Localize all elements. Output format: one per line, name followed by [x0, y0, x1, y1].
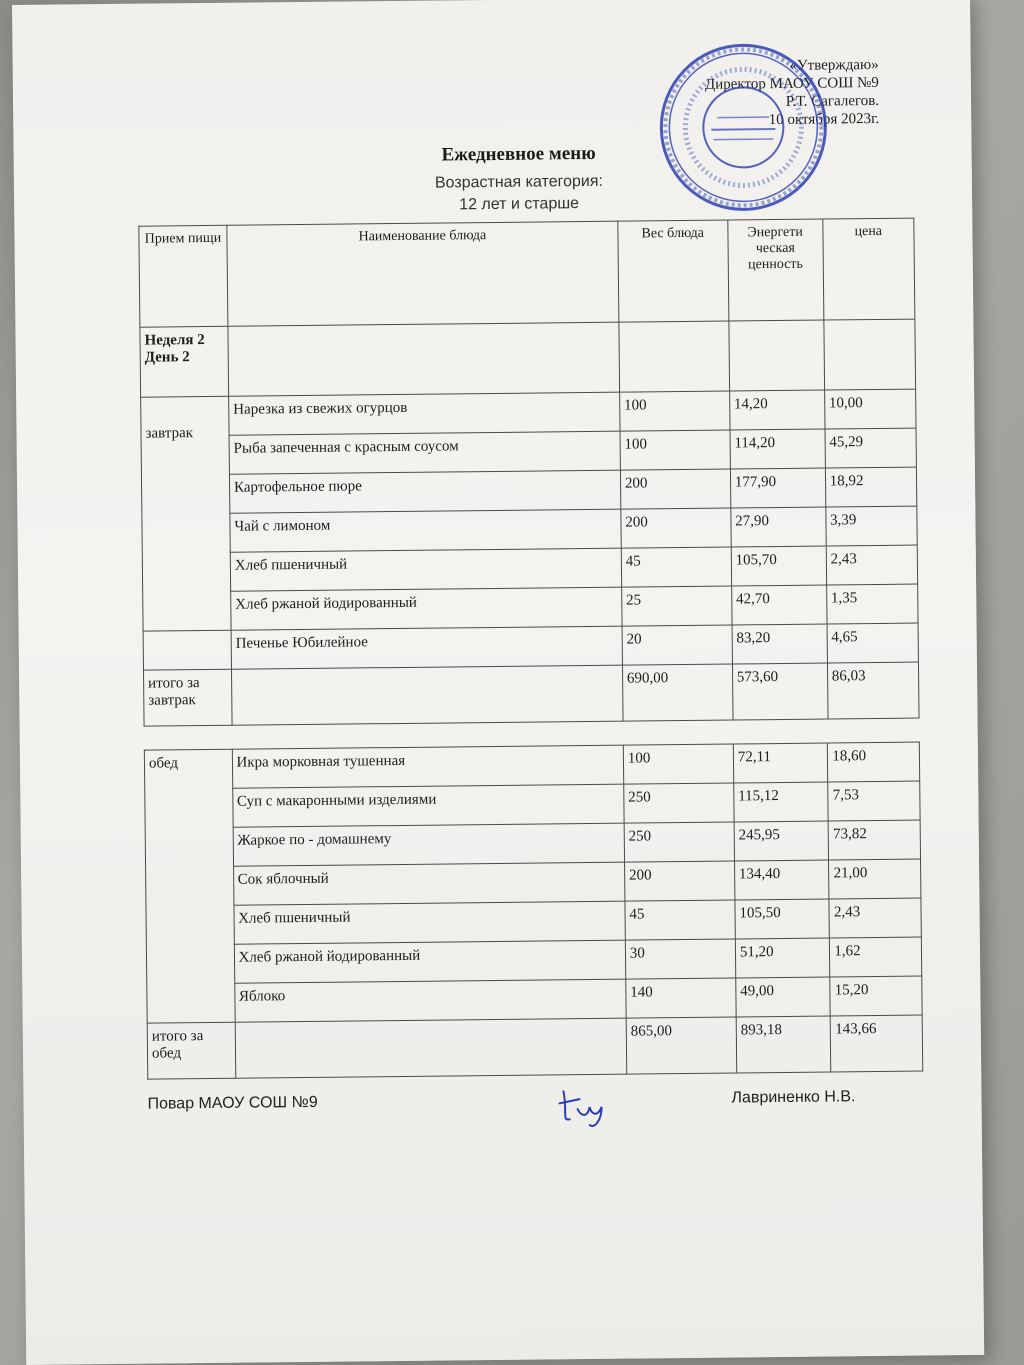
dish-energy: 51,20	[735, 938, 830, 978]
total-energy: 573,60	[732, 663, 828, 720]
lunch-total-row	[147, 1015, 923, 1079]
dish-energy: 27,90	[731, 507, 826, 547]
dish-name: Яблоко	[234, 979, 626, 1022]
dish-weight: 100	[623, 744, 733, 784]
age-category	[14, 166, 1024, 221]
header-price: цена	[822, 218, 914, 320]
dish-energy: 105,50	[735, 899, 830, 939]
meal-label: обед	[144, 749, 234, 1023]
footer-cook: Повар МАОУ СОШ №9	[147, 1093, 318, 1113]
header-meal: Прием пищи	[139, 225, 228, 327]
dish-energy: 14,20	[729, 390, 824, 430]
dish-price: 10,00	[824, 389, 916, 429]
dish-name: Хлеб ржаной йодированный	[231, 587, 622, 630]
total-weight: 690,00	[622, 664, 732, 721]
dish-weight: 20	[622, 625, 732, 665]
dish-energy: 49,00	[736, 977, 831, 1017]
approval-line-2: Директор МАОУ СОШ №9	[704, 74, 879, 93]
breakfast-total-row	[143, 662, 919, 726]
dish-price: 2,43	[829, 898, 921, 938]
page-title: Ежедневное меню	[441, 142, 596, 166]
dish-name: Жаркое по - домашнему	[233, 823, 625, 866]
header-weight: Вес блюда	[618, 220, 729, 322]
dish-price: 21,00	[829, 859, 921, 899]
dish-weight: 100	[619, 391, 729, 431]
dish-weight: 200	[620, 469, 730, 509]
dish-energy: 83,20	[732, 624, 827, 664]
dish-price: 4,65	[827, 623, 919, 663]
dish-name: Икра морковная тушенная	[232, 745, 624, 788]
dish-energy: 134,40	[734, 860, 829, 900]
approval-line-3: Р.Т. Сагалегов.	[785, 92, 880, 110]
dish-energy: 42,70	[731, 585, 826, 625]
dish-name: Нарезка из свежих огурцов	[229, 392, 620, 435]
total-label: итого за обед	[147, 1022, 235, 1079]
total-price: 143,66	[831, 1015, 923, 1072]
dish-price: 18,60	[828, 742, 920, 782]
dish-price: 7,53	[828, 781, 920, 821]
dish-price: 45,29	[825, 428, 917, 468]
dish-price: 1,62	[830, 937, 922, 977]
total-energy: 893,18	[736, 1016, 831, 1073]
total-price: 86,03	[827, 662, 919, 719]
dish-weight: 200	[621, 508, 731, 548]
dish-name: Хлеб пшеничный	[230, 548, 621, 591]
dish-weight: 45	[625, 900, 735, 940]
dish-name: Хлеб ржаной йодированный	[234, 940, 626, 983]
dish-weight: 250	[624, 822, 734, 862]
dish-energy: 114,20	[730, 429, 825, 469]
approval-line-1: «Утверждаю»	[789, 56, 879, 74]
dish-name: Чай с лимоном	[230, 509, 621, 552]
dish-name: Рыба запеченная с красным соусом	[229, 431, 620, 474]
dish-energy: 115,12	[734, 782, 829, 822]
header-dish: Наименование блюда	[227, 221, 619, 326]
dish-energy: 177,90	[730, 468, 825, 508]
dish-price: 3,39	[825, 506, 917, 546]
dish-name: Печенье Юбилейное	[231, 626, 622, 669]
dish-price: 2,43	[826, 545, 918, 585]
dish-name: Картофельное пюре	[229, 470, 620, 513]
approval-line-4: 10 октября 2023г.	[768, 110, 880, 129]
dish-price: 73,82	[828, 820, 920, 860]
dish-price: 1,35	[826, 584, 918, 624]
dish-energy: 245,95	[734, 821, 829, 861]
dish-weight: 45	[621, 547, 731, 587]
dish-name: Суп с макаронными изделиями	[232, 784, 624, 827]
dish-weight: 100	[620, 430, 730, 470]
age-category-label: Возрастная категория:	[434, 172, 603, 192]
dish-weight: 25	[621, 586, 731, 626]
dish-energy: 105,70	[731, 546, 826, 586]
footer-cook-name: Лавриненко Н.В.	[731, 1088, 856, 1107]
meal-label: завтрак	[141, 396, 231, 631]
dish-price: 15,20	[830, 976, 922, 1016]
dish-price: 18,92	[825, 467, 917, 507]
breakfast-table	[138, 218, 919, 727]
week-row	[140, 319, 916, 397]
dish-weight: 200	[624, 861, 734, 901]
total-label: итого за завтрак	[143, 669, 232, 726]
menu-sheet	[12, 0, 984, 1365]
dish-energy: 72,11	[733, 743, 828, 783]
dish-weight: 250	[624, 783, 734, 823]
dish-weight: 140	[626, 978, 736, 1018]
dish-weight: 30	[625, 939, 735, 979]
table-header-row	[139, 218, 915, 327]
header-energy: Энергети ческая ценность	[728, 219, 824, 321]
dish-name: Хлеб пшеничный	[234, 901, 626, 944]
age-category-value: 12 лет и старше	[459, 195, 580, 214]
signature	[553, 1081, 624, 1132]
lunch-table	[144, 742, 923, 1080]
dish-name: Сок яблочный	[233, 862, 625, 905]
total-weight: 865,00	[626, 1017, 737, 1074]
week-day-label: Неделя 2 День 2	[140, 326, 229, 397]
